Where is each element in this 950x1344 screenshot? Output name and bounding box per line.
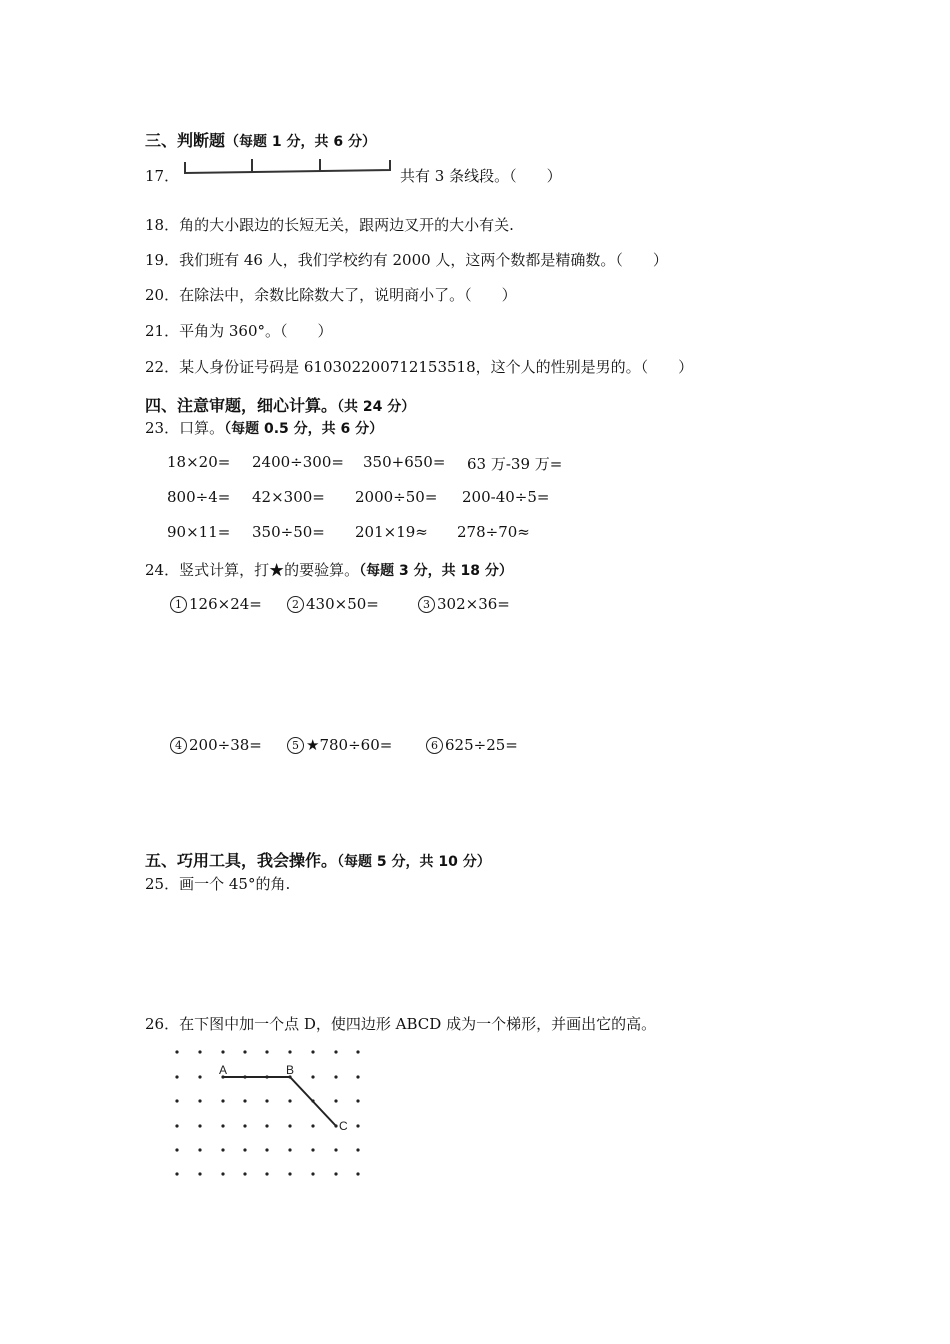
- grid-dot: [243, 1148, 246, 1151]
- circled-number: 2: [287, 596, 304, 613]
- vertical-calc-expr: 200÷38=: [189, 736, 262, 754]
- question-17-number: 17．: [145, 167, 180, 185]
- question-21: [145, 320, 333, 341]
- question-22-number: 22．: [145, 358, 180, 376]
- circled-number: 1: [170, 596, 187, 613]
- circled-number: 5: [287, 737, 304, 754]
- point-label-b: B: [286, 1063, 295, 1077]
- vertical-calc-item-2: [287, 595, 379, 613]
- oral-calc-item: 2400÷300=: [252, 453, 344, 471]
- grid-dot: [311, 1148, 314, 1151]
- grid-dot: [288, 1148, 291, 1151]
- question-25-text: 画一个 45°的角.: [179, 875, 291, 893]
- grid-dot: [175, 1172, 178, 1175]
- section3-heading: [145, 128, 376, 151]
- question-23: [145, 417, 383, 438]
- question-23-number: 23．: [145, 419, 180, 437]
- vertical-calc-expr: 126×24=: [189, 595, 262, 613]
- vertical-calc-item-5: [287, 736, 392, 754]
- grid-dot: [288, 1172, 291, 1175]
- question-24-text: 竖式计算，打★的要验算。: [179, 561, 360, 579]
- question-23-text: 口算。: [179, 419, 225, 437]
- oral-calc-item: 278÷70≈: [457, 523, 530, 541]
- question-23-note: （每题 0.5 分，共 6 分）: [224, 421, 384, 437]
- grid-dot: [265, 1148, 268, 1151]
- vertical-calc-item-6: [426, 736, 518, 754]
- question-18-text: 角的大小跟边的长短无关，跟两边叉开的大小有关.: [179, 216, 514, 234]
- question-20: [145, 284, 517, 305]
- question-24-note: （每题 3 分，共 18 分）: [359, 563, 513, 579]
- grid-dot: [175, 1050, 178, 1053]
- grid-dot: [265, 1099, 268, 1102]
- grid-dot: [198, 1172, 201, 1175]
- grid-dot: [243, 1050, 246, 1053]
- vertical-calc-item-1: [170, 595, 262, 613]
- grid-dot: [265, 1050, 268, 1053]
- grid-dot: [334, 1099, 337, 1102]
- grid-dot: [198, 1075, 201, 1078]
- oral-calc-item: 42×300=: [252, 488, 325, 506]
- grid-dot: [221, 1050, 224, 1053]
- grid-dot: [243, 1099, 246, 1102]
- grid-dot: [334, 1050, 337, 1053]
- grid-dot: [334, 1172, 337, 1175]
- grid-dot: [221, 1099, 224, 1102]
- vertical-calc-expr: 625÷25=: [445, 736, 518, 754]
- grid-dot: [221, 1124, 224, 1127]
- question-26-text: 在下图中加一个点 D，使四边形 ABCD 成为一个梯形，并画出它的高。: [179, 1015, 657, 1033]
- grid-dot: [265, 1124, 268, 1127]
- grid-dot: [221, 1148, 224, 1151]
- question-21-number: 21．: [145, 322, 180, 340]
- grid-dot: [288, 1050, 291, 1053]
- question-26: [145, 1013, 656, 1034]
- point-label-c: C: [339, 1119, 348, 1133]
- oral-calc-item: 201×19≈: [355, 523, 428, 541]
- question-19-text: 我们班有 46 人，我们学校约有 2000 人，这两个数都是精确数。（ ）: [179, 251, 668, 269]
- grid-dot: [243, 1172, 246, 1175]
- question-20-number: 20．: [145, 286, 180, 304]
- grid-dot: [356, 1148, 359, 1151]
- segment-figure: [180, 154, 395, 178]
- segment-line: [185, 160, 390, 173]
- grid-dot: [356, 1075, 359, 1078]
- oral-calc-item: 200-40÷5=: [462, 488, 550, 506]
- oral-calc-item: 350÷50=: [252, 523, 325, 541]
- oral-calc-item: 18×20=: [167, 453, 231, 471]
- oral-calc-item: 2000÷50=: [355, 488, 438, 506]
- circled-number: 3: [418, 596, 435, 613]
- vertical-calc-item-3: [418, 595, 510, 613]
- section4-heading: [145, 393, 415, 416]
- vertical-calc-expr: 302×36=: [437, 595, 510, 613]
- section5-note: （每题 5 分，共 10 分）: [337, 854, 491, 870]
- vertical-calc-expr: ★780÷60=: [306, 736, 393, 754]
- question-19-number: 19．: [145, 251, 180, 269]
- question-24: [145, 559, 513, 580]
- section5-heading: [145, 848, 491, 871]
- grid-dot: [243, 1124, 246, 1127]
- grid-dot: [356, 1172, 359, 1175]
- question-21-text: 平角为 360°。（ ）: [179, 322, 333, 340]
- vertical-calc-expr: 430×50=: [306, 595, 379, 613]
- section4-title: 四、注意审题，细心计算。: [145, 396, 338, 415]
- point-label-a: A: [219, 1063, 228, 1077]
- grid-dot: [175, 1075, 178, 1078]
- section3-title: 三、判断题: [145, 131, 226, 150]
- grid-dot: [175, 1124, 178, 1127]
- oral-calc-item: 90×11=: [167, 523, 231, 541]
- grid-dot: [198, 1124, 201, 1127]
- grid-dot: [356, 1050, 359, 1053]
- question-26-number: 26．: [145, 1015, 180, 1033]
- question-25: [145, 873, 290, 894]
- vertical-calc-item-4: [170, 736, 262, 754]
- grid-dot: [221, 1172, 224, 1175]
- question-22: [145, 356, 693, 377]
- question-18-number: 18．: [145, 216, 180, 234]
- oral-calc-item: 800÷4=: [167, 488, 231, 506]
- segment-bc: [290, 1077, 336, 1126]
- question-22-text: 某人身份证号码是 610302200712153518，这个人的性别是男的。（ ）: [179, 358, 694, 376]
- grid-dot: [356, 1099, 359, 1102]
- grid-dot: [198, 1099, 201, 1102]
- question-20-text: 在除法中，余数比除数大了，说明商小了。（ ）: [179, 286, 517, 304]
- grid-dot: [334, 1075, 337, 1078]
- oral-calc-item: 63 万-39 万=: [467, 455, 563, 473]
- grid-dots: [175, 1050, 359, 1175]
- question-17-text: 共有 3 条线段。（ ）: [400, 167, 562, 185]
- grid-dot: [311, 1050, 314, 1053]
- question-25-number: 25．: [145, 875, 180, 893]
- grid-dot: [288, 1124, 291, 1127]
- circled-number: 4: [170, 737, 187, 754]
- grid-dot: [356, 1124, 359, 1127]
- circled-number: 6: [426, 737, 443, 754]
- dot-grid-figure: [165, 1040, 375, 1190]
- grid-dot: [175, 1099, 178, 1102]
- section3-note: （每题 1 分，共 6 分）: [225, 134, 376, 150]
- grid-dot: [175, 1148, 178, 1151]
- grid-dot: [311, 1172, 314, 1175]
- grid-dot: [311, 1075, 314, 1078]
- grid-dot: [334, 1148, 337, 1151]
- grid-dot: [288, 1099, 291, 1102]
- question-24-number: 24．: [145, 561, 180, 579]
- oral-calc-item: 350+650=: [363, 453, 446, 471]
- section4-note: （共 24 分）: [337, 399, 416, 415]
- question-18: [145, 214, 514, 235]
- grid-dot: [265, 1172, 268, 1175]
- section5-title: 五、巧用工具，我会操作。: [145, 851, 338, 870]
- grid-dot: [311, 1124, 314, 1127]
- grid-dot: [198, 1050, 201, 1053]
- grid-dot: [198, 1148, 201, 1151]
- question-19: [145, 249, 668, 270]
